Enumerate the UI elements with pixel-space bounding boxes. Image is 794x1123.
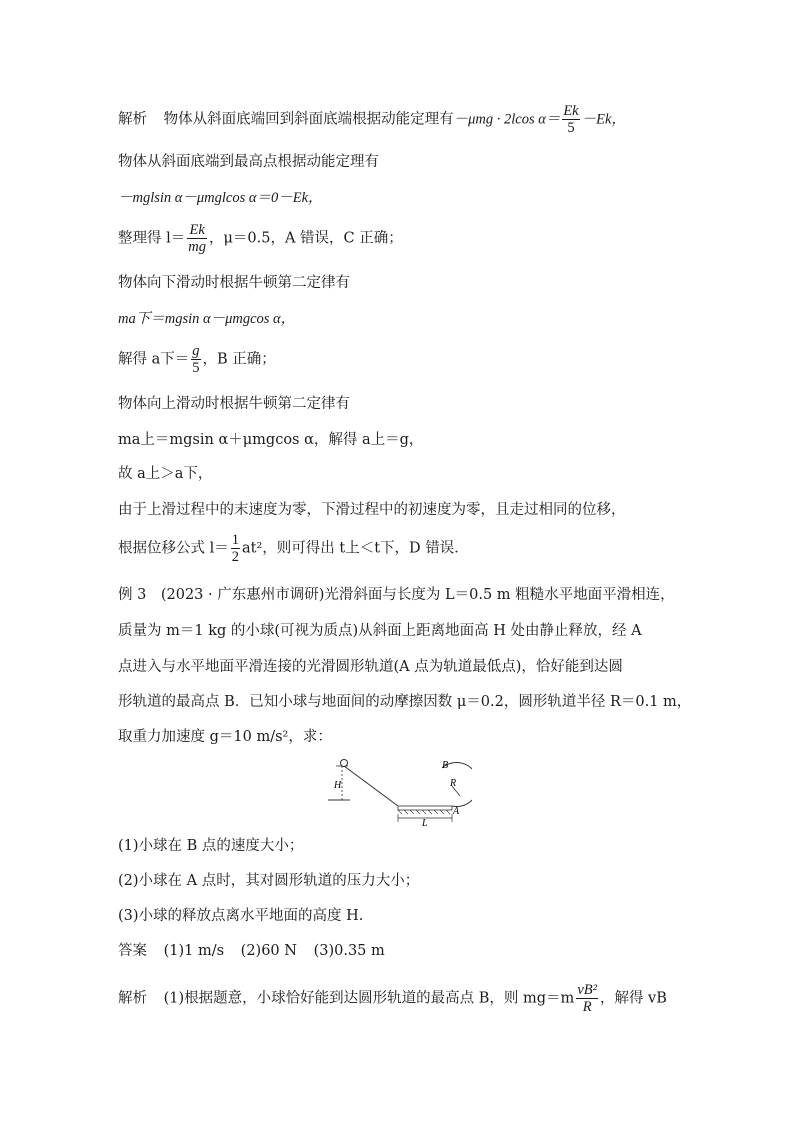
line-4: 整理得 l＝ $\frac{Ek}{mg}$ ，μ＝0.5，A 错误，C 正确； <box>118 222 403 255</box>
answer-1: (1)1 m/s <box>163 943 225 959</box>
answer-3: (3)0.35 m <box>313 943 385 959</box>
line-9: ma上＝mgsin α＋μmgcos α，解得 a上＝g， <box>118 432 424 448</box>
line-7: 解得 a下＝ $\frac{g}{5}$ ，B 正确； <box>118 343 276 376</box>
question-2: (2)小球在 A 点时，其对圆形轨道的压力大小； <box>118 873 420 889</box>
analysis-label: 解析 <box>118 111 147 128</box>
formula: －μmg · 2lcos α＝ <box>453 111 561 128</box>
example-3-line-2: 质量为 m＝1 kg 的小球(可视为质点)从斜面上距离地面高 H 处由静止释放，经 A <box>118 623 642 639</box>
fraction: $\frac{g}{5}$ <box>192 343 200 376</box>
line-10: 故 a上＞a下， <box>118 466 213 482</box>
label-b: B <box>442 760 449 771</box>
question-3: (3)小球的释放点离水平地面的高度 H. <box>118 908 364 924</box>
answer-2: (2)60 N <box>240 943 297 959</box>
label-a: A <box>453 806 460 817</box>
answer-label: 答案 <box>118 943 147 959</box>
rough-ground <box>398 806 452 810</box>
line-18: 解析 (1)根据题意，小球恰好能到达圆形轨道的最高点 B，则 mg＝m $\frac{\text{vB²}}{R}$ ，解得 vB <box>118 982 667 1015</box>
label-h: H <box>334 780 342 791</box>
formula: －Ek， <box>581 111 626 128</box>
line-1 <box>118 103 626 136</box>
question-1: (1)小球在 B 点的速度大小； <box>118 838 304 854</box>
text: 物体从斜面底端回到斜面底端根据动能定理有 <box>163 111 454 128</box>
ball <box>341 760 348 767</box>
line-6: ma下＝mgsin α－μmgcos α， <box>118 311 296 327</box>
answer-line <box>118 941 385 961</box>
line-8: 物体向上滑动时根据牛顿第二定律有 <box>118 396 350 412</box>
example-3-line-3: 点进入与水平地面平滑连接的光滑圆形轨道(A 点为轨道最低点)，恰好能到达圆 <box>118 659 623 675</box>
line-2: 物体从斜面底端到最高点根据动能定理有 <box>118 154 379 170</box>
incline <box>344 766 398 806</box>
fraction: $\frac{Ek}{5}$ <box>563 103 579 136</box>
fraction: $\frac{1}{2}$ <box>231 532 239 565</box>
example-3-line-5: 取重力加速度 g＝10 m/s²，求： <box>118 729 332 745</box>
fraction: $\frac{Ek}{mg}$ <box>188 222 206 255</box>
line-5: 物体向下滑动时根据牛顿第二定律有 <box>118 275 350 291</box>
physics-diagram <box>322 752 472 827</box>
example-3-line-1: 例 3 (2023 · 广东惠州市调研)光滑斜面与长度为 L＝0.5 m 粗糙水平地面平滑相连， <box>118 587 675 603</box>
example-3-line-4: 形轨道的最高点 B．已知小球与地面间的动摩擦因数 μ＝0.2，圆形轨道半径 R＝0.1 m， <box>118 694 692 710</box>
label-r: R <box>450 778 457 789</box>
hatching <box>398 810 450 814</box>
line-3: －mglsin α－μmglcos α＝0－Ek， <box>118 190 323 206</box>
label-l: L <box>422 818 428 827</box>
line-11: 由于上滑过程中的末速度为零，下滑过程中的初速度为零，且走过相同的位移， <box>118 502 626 518</box>
fraction: $\frac{\text{vB²}}{R}$ <box>577 982 597 1015</box>
line-12: 根据位移公式 l＝ $\frac{1}{2}$ at²，则可得出 t上＜t下，D 错误． <box>118 532 469 565</box>
